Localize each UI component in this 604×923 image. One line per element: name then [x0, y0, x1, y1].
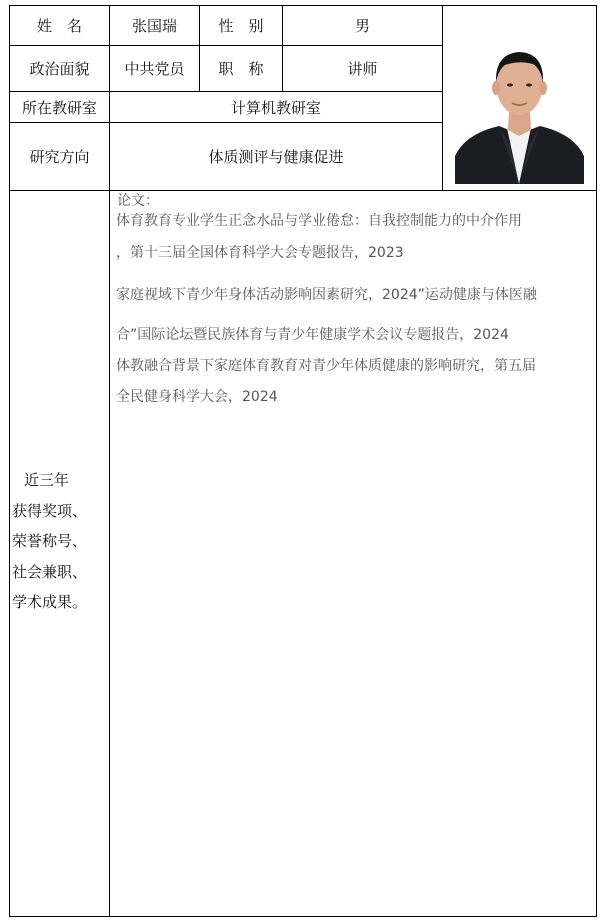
publication-line: 合”国际论坛暨民族体育与青少年健康学术会议专题报告，2024 — [116, 327, 509, 343]
portrait-photo — [455, 38, 584, 184]
office-value: 计算机教研室 — [230, 98, 321, 117]
publication-line: 体教融合背景下家庭体育教育对青少年体质健康的影响研究，第五届 — [116, 358, 536, 374]
achievements-label-line: 学术成果。 — [12, 593, 88, 611]
publication-line: 体育教育专业学生正念水品与学业倦怠：自我控制能力的中介作用 — [116, 213, 522, 229]
table-border-right — [596, 5, 597, 917]
title-label: 职 称 — [218, 60, 264, 78]
row-divider-4 — [9, 190, 597, 191]
achievements-label-line: 获得奖项、 — [12, 501, 88, 520]
research-value: 体质测评与健康促进 — [208, 148, 344, 166]
portrait-photo-icon — [455, 38, 584, 184]
gender-label: 性 别 — [218, 17, 264, 35]
achievements-label-line: 荣誉称号、 — [12, 532, 88, 550]
gender-value: 男 — [354, 17, 370, 35]
table-border-bottom — [9, 916, 597, 917]
publications-heading: 论文： — [117, 193, 159, 209]
publication-line: 全民健身科学大会，2024 — [116, 389, 278, 405]
name-label: 姓 名 — [36, 17, 82, 35]
party-value: 中共党员 — [124, 60, 185, 78]
publication-line: ，第十三届全国体育科学大会专题报告，2023 — [116, 245, 404, 261]
party-label: 政治面貌 — [29, 60, 90, 78]
achievements-label-line: 社会兼职、 — [12, 562, 88, 581]
research-label: 研究方向 — [29, 148, 90, 166]
photo-column-divider — [442, 5, 443, 191]
achievements-label-line: 近三年 — [24, 471, 70, 489]
name-value: 张国瑞 — [131, 17, 177, 35]
publication-line: 家庭视域下青少年身体活动影响因素研究，2024”运动健康与体医融 — [116, 287, 537, 303]
title-value: 讲师 — [347, 60, 378, 78]
achievements-label — [12, 465, 104, 618]
office-label: 所在教研室 — [21, 98, 97, 117]
